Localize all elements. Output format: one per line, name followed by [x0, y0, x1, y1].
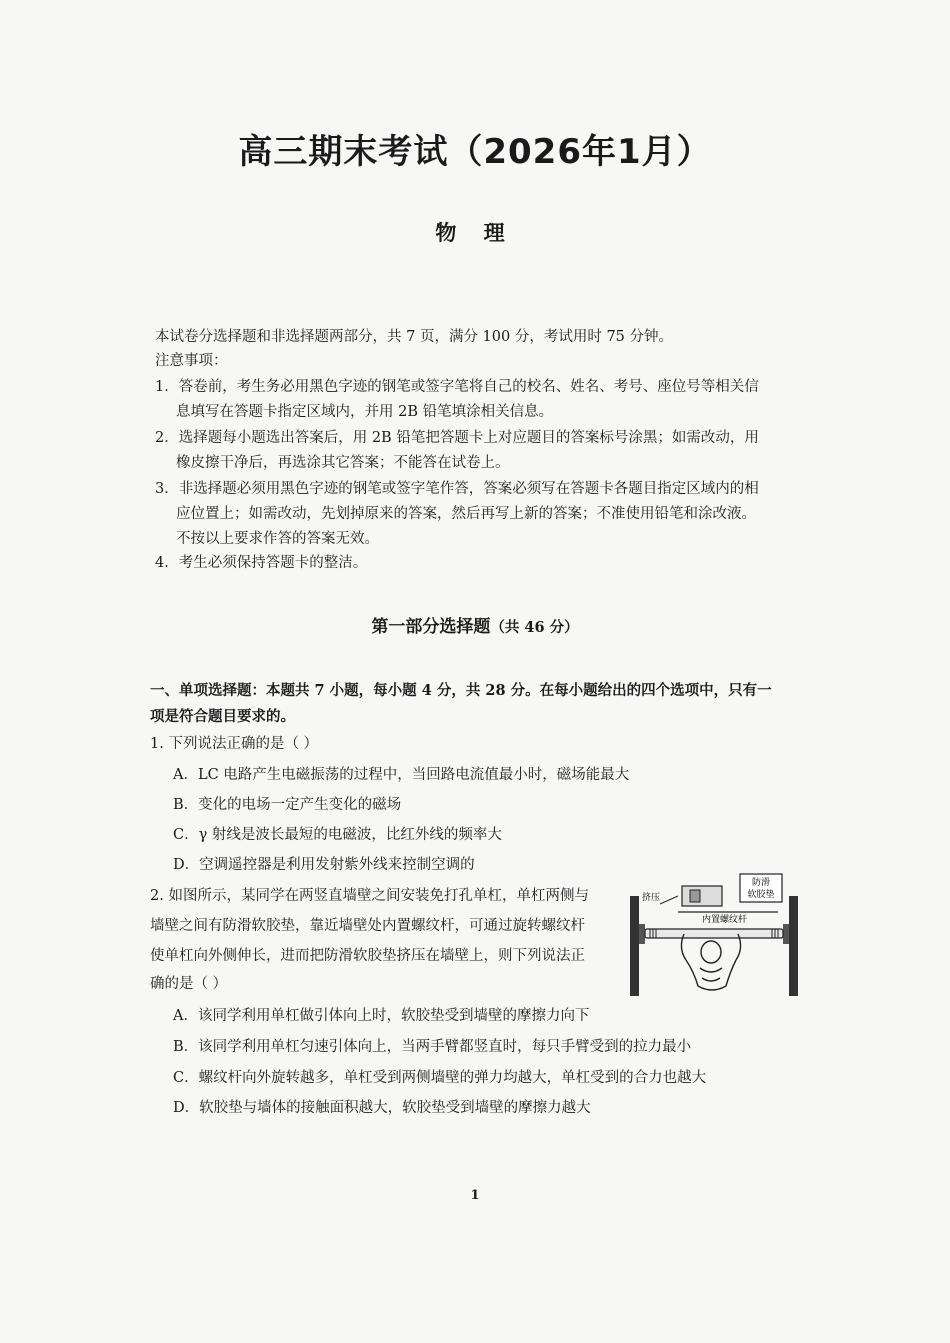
- note-4-line-1: 4．考生必须保持答题卡的整洁。: [155, 555, 368, 571]
- note-3-line-3: 不按以上要求作答的答案无效。: [176, 531, 379, 547]
- note-3-line-2: 应位置上；如需改动，先划掉原来的答案，然后再写上新的答案；不准使用铅笔和涂改液。: [176, 506, 756, 522]
- pull-up-bar-figure: [628, 868, 800, 1002]
- part-instruction-line-2: 项是符合题目要求的。: [150, 708, 295, 725]
- notice-heading: 注意事项：: [155, 353, 228, 369]
- left-pad: [639, 924, 645, 944]
- note-2-line-1: 2．选择题每小题选出答案后，用 2B 铅笔把答题卡上对应题目的答案标号涂黑；如需改动，用: [155, 430, 759, 446]
- intro-line: 本试卷分选择题和非选择题两部分，共 7 页，满分 100 分，考试用时 75 分钟。: [155, 329, 674, 345]
- bar: [645, 929, 783, 938]
- pad-label-line-2: 软胶垫: [747, 890, 775, 900]
- screw-inset: [682, 886, 722, 906]
- section-title-text: 第一部分选择题: [371, 617, 491, 637]
- q2-option-c: C．螺纹杆向外旋转越多，单杠受到两侧墙壁的弹力均越大，单杠受到的合力也越大: [173, 1070, 707, 1086]
- screw-head: [690, 890, 700, 902]
- section-score: （共 46 分）: [490, 619, 579, 636]
- q2-stem-line-1: 2. 如图所示，某同学在两竖直墙壁之间安装免打孔单杠，单杠两侧与: [150, 888, 589, 904]
- q1-option-d: D．空调遥控器是利用发射紫外线来控制空调的: [173, 857, 475, 873]
- person-figure: [681, 934, 740, 990]
- squeeze-arrow: [660, 896, 678, 904]
- section-heading: [0, 612, 950, 637]
- q1-option-c: C．γ 射线是波长最短的电磁波，比红外线的频率大: [173, 827, 502, 843]
- exam-title: 高三期末考试（2026年1月）: [238, 132, 712, 172]
- q1-option-a: A．LC 电路产生电磁振荡的过程中，当回路电流值最小时，磁场能最大: [173, 767, 630, 783]
- q2-stem-line-2: 墙壁之间有防滑软胶垫，靠近墙壁处内置螺纹杆，可通过旋转螺纹杆: [150, 918, 585, 934]
- part-instruction-line-1: 一、单项选择题：本题共 7 小题，每小题 4 分，共 28 分。在每小题给出的四个选项中，只有一: [150, 682, 772, 699]
- squeeze-label: 挤压: [642, 893, 661, 903]
- q1-option-b: B．变化的电场一定产生变化的磁场: [173, 797, 402, 813]
- pad-label-line-1: 防滑: [751, 878, 771, 888]
- screw-label: 内置螺纹杆: [702, 915, 748, 925]
- note-1-line-1: 1．答卷前，考生务必用黑色字迹的钢笔或签字笔将自己的校名、姓名、考号、座位号等相关信: [155, 379, 759, 395]
- q2-stem-line-3: 使单杠向外侧伸长，进而把防滑软胶垫挤压在墙壁上，则下列说法正: [150, 948, 585, 964]
- page-number: 1: [470, 1188, 480, 1203]
- note-1-line-2: 息填写在答题卡指定区域内，并用 2B 铅笔填涂相关信息。: [176, 404, 554, 420]
- note-3-line-1: 3．非选择题必须用黑色字迹的钢笔或签字笔作答，答案必须写在答题卡各题目指定区域内的相: [155, 481, 759, 497]
- q2-stem-line-4: 确的是（ ）: [150, 976, 228, 992]
- note-2-line-2: 橡皮擦干净后，再选涂其它答案；不能答在试卷上。: [176, 455, 510, 471]
- q2-option-a: A．该同学利用单杠做引体向上时，软胶垫受到墙壁的摩擦力向下: [173, 1008, 590, 1024]
- q1-stem: 1. 下列说法正确的是（ ）: [150, 736, 319, 752]
- left-wall: [630, 896, 639, 996]
- right-pad: [783, 924, 789, 944]
- q2-option-b: B．该同学利用单杠匀速引体向上，当两手臂都竖直时，每只手臂受到的拉力最小: [173, 1039, 692, 1055]
- subject-title: 物 理: [435, 221, 515, 245]
- q2-option-d: D．软胶垫与墙体的接触面积越大，软胶垫受到墙壁的摩擦力越大: [173, 1100, 591, 1116]
- right-wall: [789, 896, 798, 996]
